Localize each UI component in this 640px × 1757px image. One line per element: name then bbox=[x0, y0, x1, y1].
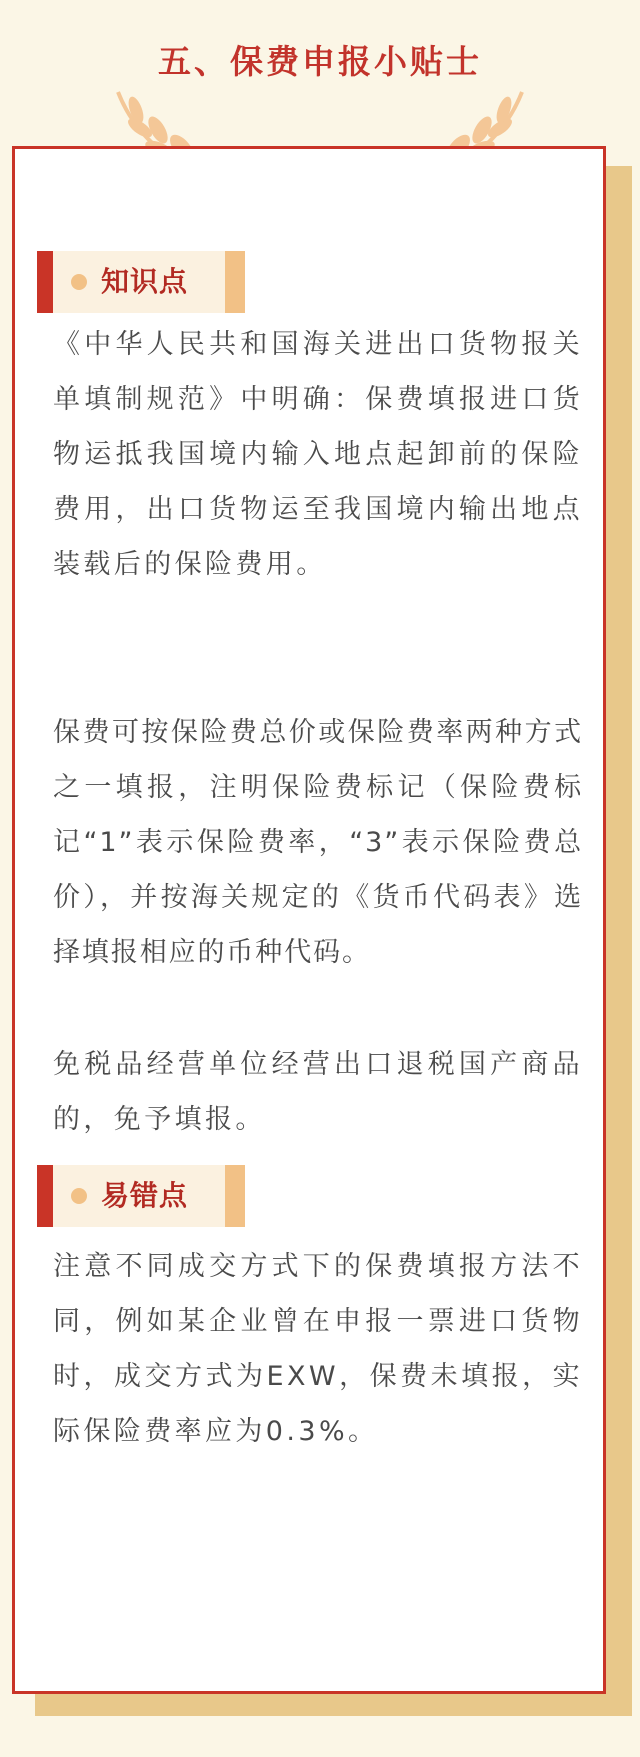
section-tag-knowledge bbox=[37, 251, 245, 313]
paragraph: 《中华人民共和国海关进出口货物报关单填制规范》中明确：保费填报进口货物运抵我国境内输入地点起卸前的保险费用，出口货物运至我国境内输出地点装载后的保险费用。 bbox=[53, 329, 583, 580]
paragraph: 注意不同成交方式下的保费填报方法不同，例如某企业曾在申报一票进口货物时，成交方式为EXW，保费未填报，实际保险费率应为0.3%。 bbox=[53, 1251, 583, 1447]
content-card bbox=[12, 146, 606, 1694]
bullet-dot-icon bbox=[71, 274, 87, 290]
tag-accent-bar bbox=[37, 1165, 53, 1227]
section-tag-pitfall bbox=[37, 1165, 245, 1227]
paragraph: 免税品经营单位经营出口退税国产商品的，免予填报。 bbox=[53, 1049, 583, 1135]
paragraph: 保费可按保险费总价或保险费率两种方式之一填报，注明保险费标记（保险费标记“1”表示保险费率，“3”表示保险费总价），并按海关规定的《货币代码表》选择填报相应的币种代码。 bbox=[53, 717, 583, 968]
section-label: 易错点 bbox=[101, 1179, 189, 1212]
bullet-dot-icon bbox=[71, 1188, 87, 1204]
tag-end-bar bbox=[225, 251, 245, 313]
section-label: 知识点 bbox=[101, 265, 189, 298]
tag-accent-bar bbox=[37, 251, 53, 313]
tag-end-bar bbox=[225, 1165, 245, 1227]
page-title: 五、保费申报小贴士 bbox=[158, 42, 482, 81]
